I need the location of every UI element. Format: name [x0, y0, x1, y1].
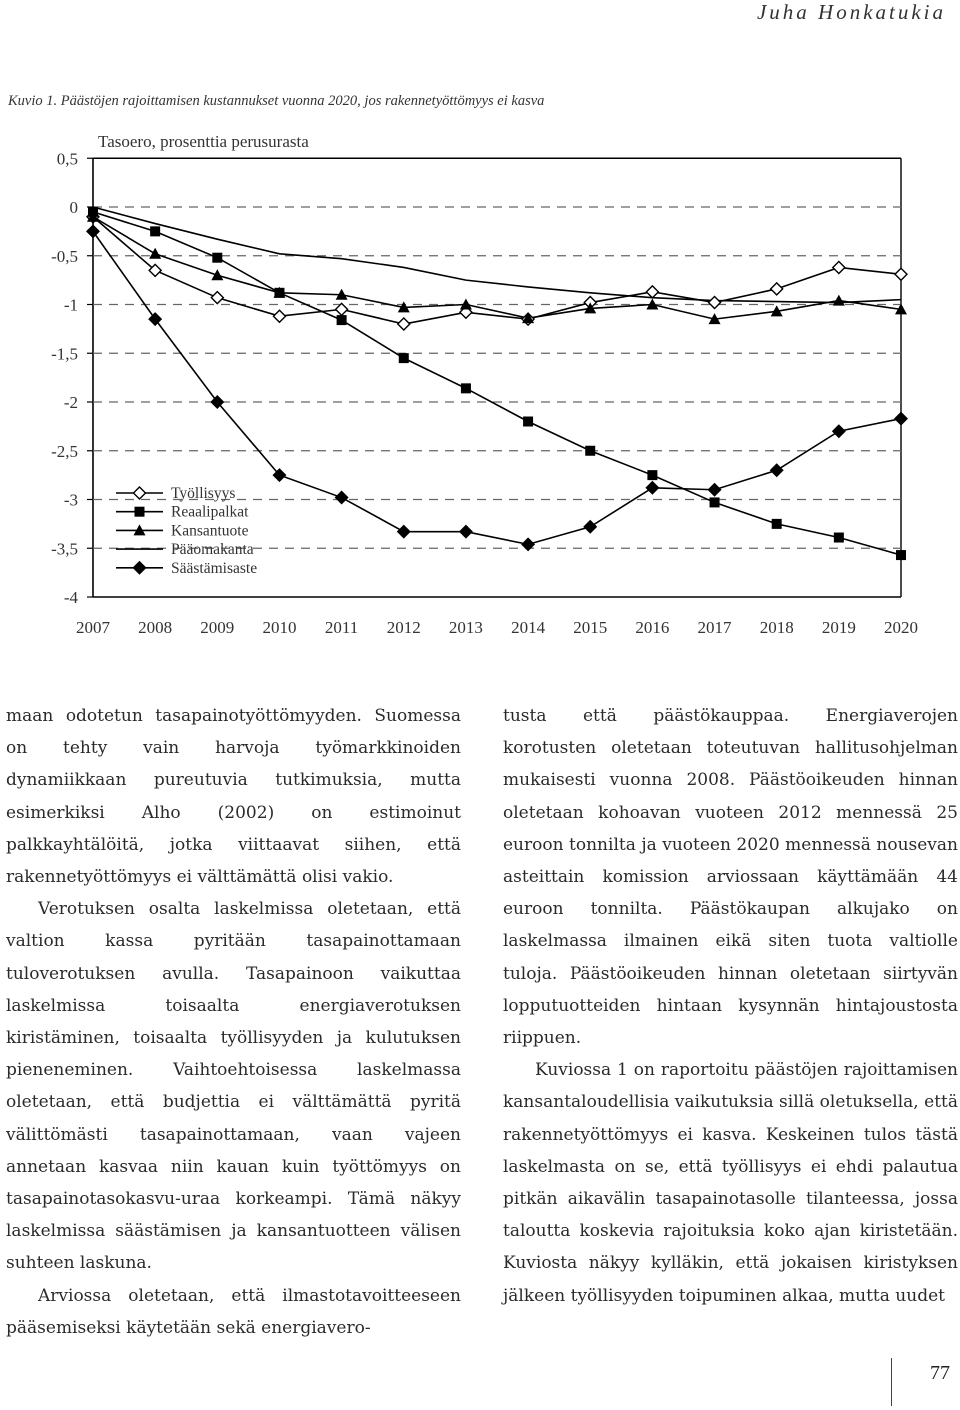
y-tick-label: -2	[63, 393, 78, 412]
y-tick-label: 0,5	[56, 149, 78, 169]
x-tick-label: 2015	[573, 618, 608, 637]
data-point-reaalipalkat	[461, 383, 471, 393]
data-point-saastamisaste	[709, 484, 721, 496]
y-tick-label: -2,5	[51, 441, 78, 461]
x-tick-label: 2019	[821, 618, 856, 637]
paragraph: maan odotetun tasapainotyöttömyyden. Suomessa on tehty vain harvoja työmarkkinoiden dynamiikkaan pureutuvia tutkimuksia, mutta esimerkiksi Alho (2002) on estimoinut palkkayhtälöitä, jotka viittaavat siihen, että rakennetyöttömyys ei välttämättä olisi vakio.	[6, 706, 461, 888]
y-tick-label: -1,5	[51, 344, 78, 364]
legend-label-kansantuote: Kansantuote	[171, 522, 249, 540]
legend-marker-reaalipalkat	[135, 507, 145, 517]
paragraph: Verotuksen osalta laskelmissa oletetaan, että valtion kassa pyritään tasapainottamaan tuloverotuksen avulla. Tasapainoon vaikuttaa laskelmissa toisaalta energiaverotuksen kiristäminen, toisaalta työllisyyden ja kulutuksen pieneneminen. Vaihtoehtoisessa laskelmassa oletetaan, että budjettia ei välttämättä pyritä välittömästi tasapainottamaan, vaan vajeen annetaan kasvaa niin kauan kuin työttömyys on tasapainotasokasvu-uraa korkeampi. Tämä näkyy laskelmissa säästämisen ja kansantuotteen välisen suhteen laskuna.	[6, 899, 461, 1274]
x-tick-label: 2012	[386, 618, 421, 637]
data-point-reaalipalkat	[896, 550, 906, 560]
data-point-kansantuote	[833, 295, 845, 306]
data-point-saastamisaste	[895, 413, 907, 425]
x-tick-labels	[76, 618, 918, 637]
y-tick-label: -1	[63, 295, 78, 315]
data-point-saastamisaste	[771, 464, 783, 476]
x-tick-label: 2013	[448, 618, 483, 637]
data-point-reaalipalkat	[585, 446, 595, 456]
data-point-saastamisaste	[833, 425, 845, 437]
x-tick-label: 2014	[511, 618, 546, 637]
y-tick-label: -4	[63, 588, 78, 607]
running-header-author: Juha Honkatukia	[756, 0, 946, 24]
chart-legend	[116, 485, 257, 577]
y-tick-label: -3,5	[51, 539, 78, 559]
data-point-reaalipalkat	[212, 253, 222, 263]
legend-label-reaalipalkat: Reaalipalkat	[171, 503, 249, 521]
data-point-tyollisyys	[771, 283, 783, 295]
x-tick-label: 2017	[697, 618, 732, 637]
y-tick-label: -3	[63, 490, 78, 510]
data-point-reaalipalkat	[647, 470, 657, 480]
legend-label-tyollisyys: Työllisyys	[171, 485, 236, 502]
paragraph: tusta että päästökauppaa. Energiaverojen korotusten oletetaan toteutuvan hallitusohjelman mukaisesti vuonna 2008. Päästöoikeuden hinnan oletetaan kohoavan vuoteen 2012 mennessä 25 euroon tonnilta ja vuoteen 2020 mennessä nousevan asteittain komission arviossaan käyttämään 44 euroon tonnilta. Päästökaupan alkujako on laskelmassa ilmainen eikä siten tuota valtiolle tuloja. Päästöoikeuden hinnan oletetaan siirtyvän lopputuotteiden hintaan kysynnän hintajoustosta riippuen.	[503, 706, 958, 1049]
x-tick-label: 2011	[324, 618, 359, 637]
data-point-saastamisaste	[336, 492, 348, 504]
data-point-reaalipalkat	[523, 417, 533, 427]
data-point-saastamisaste	[646, 482, 658, 494]
x-tick-label: 2020	[884, 618, 918, 637]
data-point-saastamisaste	[584, 521, 596, 533]
x-tick-label: 2007	[76, 618, 110, 637]
page-number: 77	[930, 1362, 950, 1384]
x-tick-label: 2018	[759, 618, 794, 637]
data-point-saastamisaste	[149, 313, 161, 325]
data-point-tyollisyys	[336, 303, 348, 315]
legend-label-saastamisaste: Säästämisaste	[171, 559, 258, 577]
paragraph: Kuviossa 1 on raportoitu päästöjen rajoittamisen kansantaloudellisia vaikutuksia sillä oletuksella, että rakennetyöttömyys ei kasva. Keskeinen tulos tästä laskelmasta on se, että työllisyys ei ehdi palautua pitkän aikavälin tasapainotasolle tilanteessa, jossa taloutta koskevia rajoituksia koko ajan kiristetään. Kuviosta näkyy kylläkin, että jokaisen kiristyksen jälkeen työllisyyden toipuminen alkaa, mutta uudet	[503, 1060, 958, 1306]
data-point-kansantuote	[211, 269, 223, 280]
data-point-tyollisyys	[833, 261, 845, 273]
data-point-tyollisyys	[895, 268, 907, 280]
y-axis-label: Tasoero, prosenttia perusurasta	[98, 132, 309, 151]
data-point-reaalipalkat	[772, 519, 782, 529]
y-tick-label: 0	[69, 198, 78, 217]
y-tick-labels	[51, 149, 78, 607]
figure-caption: Kuvio 1. Päästöjen rajoittamisen kustannukset vuonna 2020, jos rakennetyöttömyys ei kasva	[8, 93, 545, 109]
data-point-tyollisyys	[273, 310, 285, 322]
data-point-reaalipalkat	[150, 226, 160, 236]
data-point-saastamisaste	[460, 526, 472, 538]
body-column-right	[503, 700, 958, 1312]
page-number-rule	[891, 1358, 892, 1406]
data-point-saastamisaste	[87, 225, 99, 237]
data-point-tyollisyys	[398, 318, 410, 330]
data-point-reaalipalkat	[399, 353, 409, 363]
paragraph: Arviossa oletetaan, että ilmastotavoitteeseen pääsemiseksi käytetään sekä energiavero-	[6, 1285, 461, 1338]
x-tick-label: 2008	[138, 618, 173, 637]
data-point-reaalipalkat	[834, 533, 844, 543]
legend-label-paaomakanta: Pääomakanta	[171, 541, 254, 559]
series-line-tyollisyys	[93, 217, 901, 324]
y-tick-label: -0,5	[51, 246, 78, 266]
legend-marker-tyollisyys	[134, 487, 146, 499]
data-point-reaalipalkat	[337, 315, 347, 325]
x-tick-label: 2009	[200, 618, 235, 637]
data-point-tyollisyys	[646, 286, 658, 298]
data-point-tyollisyys	[709, 297, 721, 309]
data-point-saastamisaste	[398, 526, 410, 538]
body-column-left	[6, 700, 461, 1344]
x-tick-label: 2016	[635, 618, 670, 637]
line-chart	[0, 120, 960, 640]
series-line-kansantuote	[93, 217, 901, 319]
x-tick-label: 2010	[262, 618, 297, 637]
data-point-kansantuote	[149, 248, 161, 259]
legend-marker-saastamisaste	[134, 562, 146, 574]
data-point-tyollisyys	[211, 292, 223, 304]
data-point-reaalipalkat	[710, 497, 720, 507]
